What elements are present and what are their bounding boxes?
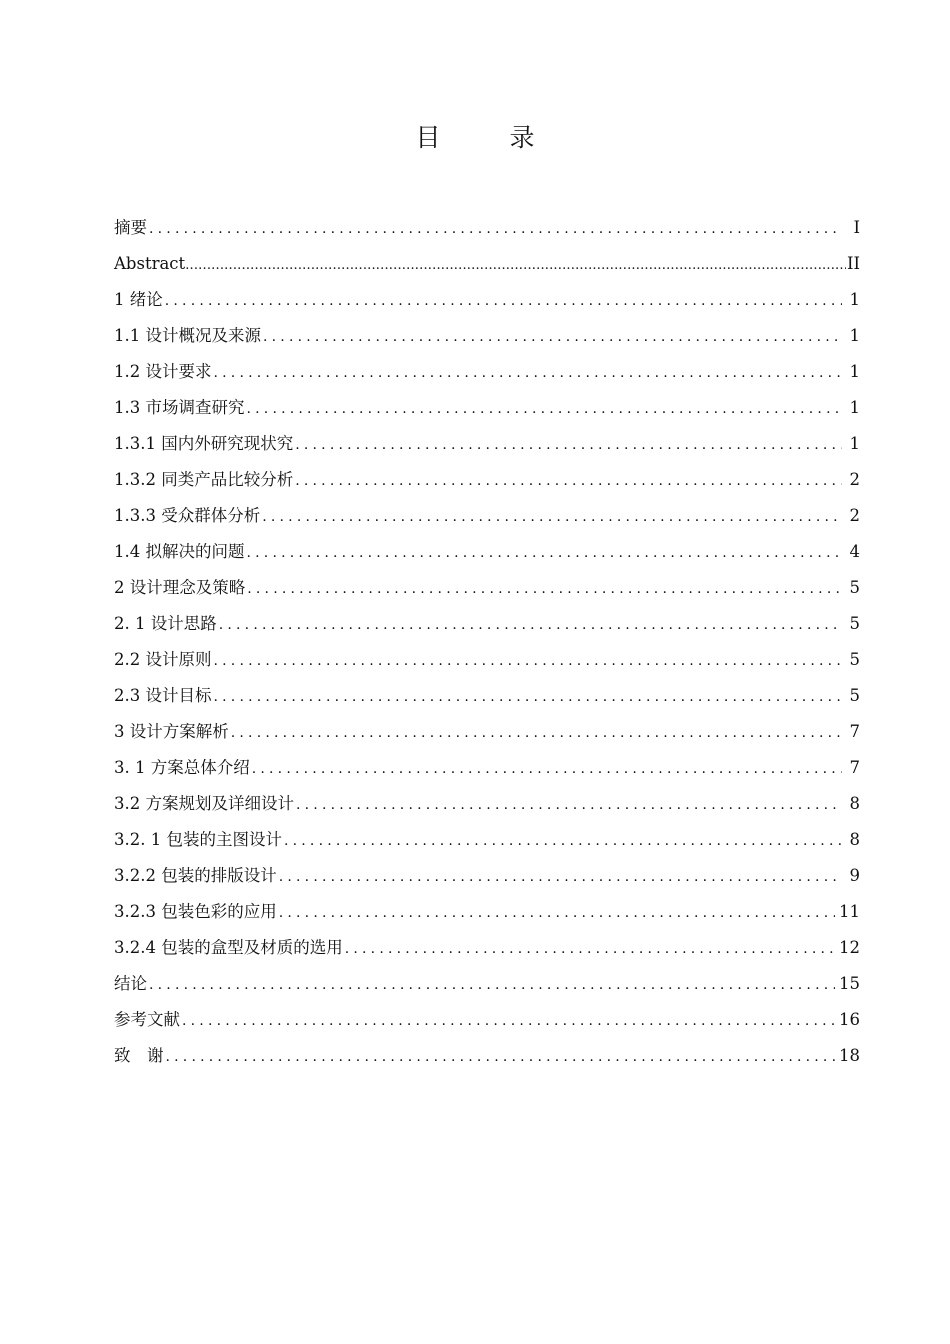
toc-entry[interactable] <box>114 390 860 426</box>
toc-entry-label: 1.3.2 同类产品比较分析 <box>114 470 294 489</box>
toc-page-number: 5 <box>849 686 860 705</box>
toc-entry[interactable] <box>114 642 860 678</box>
toc-entry[interactable] <box>114 858 860 894</box>
toc-page-number: 5 <box>849 578 860 597</box>
toc-leader-dots <box>247 571 842 607</box>
toc-entry-label: 2.2 设计原则 <box>114 650 212 669</box>
toc-leader-dots <box>166 1039 836 1075</box>
toc-entry[interactable] <box>114 750 860 786</box>
toc-leader-dots <box>182 1003 835 1039</box>
toc-leader-dots <box>295 427 842 463</box>
toc-leader-dots <box>149 967 835 1003</box>
toc-leader-dots <box>231 715 842 751</box>
toc-entry[interactable] <box>114 894 860 930</box>
toc-page-number: 11 <box>839 902 860 921</box>
toc-page-number: 16 <box>839 1010 860 1029</box>
toc-list <box>114 210 860 1074</box>
toc-entry-label: 结论 <box>114 974 147 993</box>
toc-leader-dots <box>296 787 842 823</box>
page-title: 目 录 <box>415 123 557 152</box>
toc-page-number: 5 <box>849 614 860 633</box>
toc-leader-dots <box>185 248 846 284</box>
toc-entry-label: 1.1 设计概况及来源 <box>114 326 261 345</box>
toc-entry-label: 3.2 方案规划及详细设计 <box>114 794 294 813</box>
toc-page-number: II <box>846 254 860 273</box>
toc-entry[interactable] <box>114 570 860 606</box>
toc-leader-dots <box>247 535 843 571</box>
toc-entry-label: 2. 1 设计思路 <box>114 614 217 633</box>
toc-entry[interactable] <box>114 210 860 246</box>
toc-entry[interactable] <box>114 462 860 498</box>
toc-entry-label: 3.2. 1 包装的主图设计 <box>114 830 282 849</box>
toc-entry[interactable] <box>114 714 860 750</box>
toc-page-number: 18 <box>839 1046 860 1065</box>
toc-page-number: 7 <box>849 722 860 741</box>
toc-entry-label: 3. 1 方案总体介绍 <box>114 758 250 777</box>
toc-page-number: 1 <box>849 398 860 417</box>
toc-page-number: 15 <box>839 974 860 993</box>
toc-entry[interactable] <box>114 318 860 354</box>
toc-leader-dots <box>165 283 842 319</box>
toc-leader-dots <box>284 823 842 859</box>
toc-entry-label: Abstract <box>114 254 186 273</box>
toc-page-number: 1 <box>849 434 860 453</box>
toc-page-number: 12 <box>839 938 860 957</box>
toc-page-number: 1 <box>849 362 860 381</box>
toc-page-number: 8 <box>849 830 860 849</box>
toc-entry[interactable] <box>114 498 860 534</box>
toc-entry-label: 3.2.4 包装的盒型及材质的选用 <box>114 938 343 957</box>
toc-page-number: 2 <box>849 470 860 489</box>
toc-entry-label: 参考文献 <box>114 1010 180 1029</box>
toc-leader-dots <box>345 931 835 967</box>
toc-page-number: I <box>853 218 860 237</box>
toc-leader-dots <box>214 355 843 391</box>
toc-entry[interactable] <box>114 534 860 570</box>
toc-leader-dots <box>214 679 843 715</box>
toc-entry-label: 1 绪论 <box>114 290 163 309</box>
toc-entry-label: 1.3.1 国内外研究现状究 <box>114 434 294 453</box>
toc-leader-dots <box>262 499 842 535</box>
toc-entry[interactable] <box>114 966 860 1002</box>
toc-page-number: 1 <box>849 326 860 345</box>
toc-entry-label: 3.2.3 包装色彩的应用 <box>114 902 277 921</box>
toc-entry-label: 1.2 设计要求 <box>114 362 212 381</box>
toc-page-number: 1 <box>849 290 860 309</box>
toc-leader-dots <box>279 895 835 931</box>
toc-entry-label: 摘要 <box>114 218 147 237</box>
toc-entry[interactable] <box>114 246 860 282</box>
toc-leader-dots <box>149 211 842 247</box>
toc-entry-label: 1.4 拟解决的问题 <box>114 542 245 561</box>
toc-leader-dots <box>295 463 842 499</box>
toc-entry[interactable] <box>114 786 860 822</box>
toc-entry[interactable] <box>114 354 860 390</box>
toc-leader-dots <box>252 751 842 787</box>
toc-entry-label: 3 设计方案解析 <box>114 722 229 741</box>
toc-leader-dots <box>263 319 842 355</box>
toc-page-number: 8 <box>849 794 860 813</box>
toc-page-number: 5 <box>849 650 860 669</box>
toc-entry-label: 2 设计理念及策略 <box>114 578 246 597</box>
toc-entry-label: 1.3 市场调查研究 <box>114 398 245 417</box>
toc-page-number: 7 <box>849 758 860 777</box>
toc-entry[interactable] <box>114 426 860 462</box>
toc-entry[interactable] <box>114 1002 860 1038</box>
toc-leader-dots <box>219 607 842 643</box>
toc-entry[interactable] <box>114 1038 860 1074</box>
toc-entry-label: 1.3.3 受众群体分析 <box>114 506 261 525</box>
toc-entry[interactable] <box>114 678 860 714</box>
toc-entry[interactable] <box>114 606 860 642</box>
toc-leader-dots <box>247 391 843 427</box>
toc-entry[interactable] <box>114 930 860 966</box>
toc-entry-label: 2.3 设计目标 <box>114 686 212 705</box>
toc-page-number: 2 <box>849 506 860 525</box>
toc-page-number: 9 <box>849 866 860 885</box>
toc-entry-label: 致 谢 <box>114 1046 164 1065</box>
toc-leader-dots <box>214 643 843 679</box>
toc-entry[interactable] <box>114 822 860 858</box>
toc-page-number: 4 <box>849 542 860 561</box>
toc-entry[interactable] <box>114 282 860 318</box>
toc-entry-label: 3.2.2 包装的排版设计 <box>114 866 277 885</box>
toc-leader-dots <box>279 859 842 895</box>
